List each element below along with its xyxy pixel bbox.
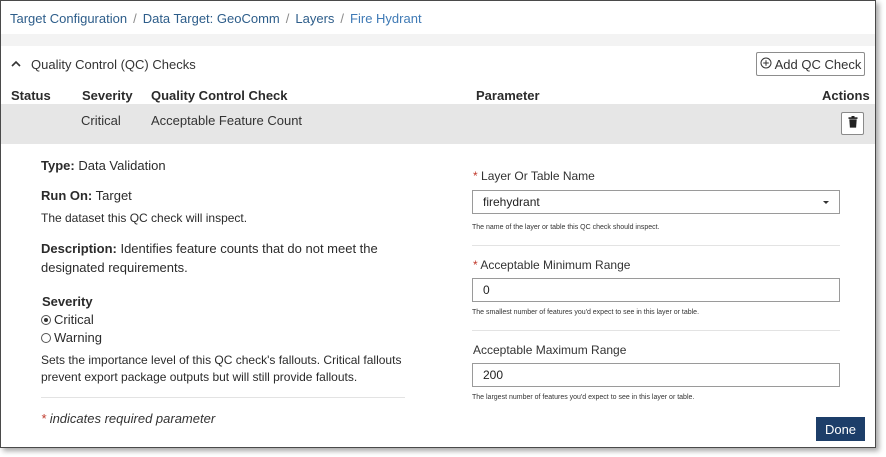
breadcrumb	[10, 10, 422, 26]
description	[41, 239, 411, 277]
run-on-label: Run On:	[41, 188, 93, 203]
table-row[interactable]	[1, 104, 875, 144]
trash-icon	[848, 115, 858, 133]
run-on-help: The dataset this QC check will inspect.	[41, 211, 248, 225]
breadcrumb-layers[interactable]: Layers	[295, 10, 335, 26]
severity-option-label: Warning	[54, 330, 102, 345]
divider	[472, 330, 840, 331]
breadcrumb-separator: /	[340, 10, 345, 26]
check-type	[41, 158, 166, 173]
severity-option-label: Critical	[54, 312, 94, 327]
layer-name-select[interactable]	[472, 190, 840, 214]
breadcrumb-separator: /	[285, 10, 290, 26]
caret-down-icon	[823, 201, 829, 204]
column-header-check: Quality Control Check	[151, 88, 288, 103]
breadcrumb-target-configuration[interactable]: Target Configuration	[10, 10, 128, 26]
min-range-input[interactable]	[472, 278, 840, 302]
required-star: *	[41, 411, 47, 426]
required-note-text: indicates required parameter	[49, 411, 216, 426]
row-check-name: Acceptable Feature Count	[151, 113, 303, 128]
breadcrumb-data-target[interactable]: Data Target: GeoComm	[142, 10, 280, 26]
column-header-actions: Actions	[822, 88, 870, 103]
max-range-input[interactable]	[472, 363, 840, 387]
chevron-up-icon[interactable]	[10, 57, 22, 71]
header-divider-band	[1, 34, 875, 46]
required-star: *	[473, 169, 478, 183]
layer-name-help: The name of the layer or table this QC check should inspect.	[472, 224, 660, 231]
section-title: Quality Control (QC) Checks	[31, 57, 196, 72]
min-range-help: The smallest number of features you'd expect to see in this layer or table.	[472, 309, 700, 316]
max-range-label: Acceptable Maximum Range	[473, 343, 627, 357]
layer-name-label	[473, 169, 595, 183]
min-range-label	[473, 258, 630, 272]
severity-option-critical[interactable]	[41, 312, 94, 327]
severity-option-warning[interactable]	[41, 330, 102, 345]
layer-name-value: firehydrant	[483, 195, 540, 209]
breadcrumb-separator: /	[133, 10, 137, 26]
type-label: Type:	[41, 158, 75, 173]
radio-button-selected[interactable]	[41, 315, 51, 325]
column-header-severity: Severity	[82, 88, 133, 103]
add-qc-check-button[interactable]	[756, 52, 865, 76]
type-value: Data Validation	[78, 158, 166, 173]
delete-button[interactable]	[841, 112, 864, 135]
layer-name-label-text: Layer Or Table Name	[481, 169, 595, 183]
required-star: *	[473, 258, 478, 272]
max-range-help: The largest number of features you'd expect to see in this layer or table.	[472, 394, 695, 401]
max-range-value: 200	[483, 368, 504, 382]
description-value: Identifies feature counts that do not meet the designated requirements.	[41, 241, 378, 275]
plus-circle-icon	[760, 57, 772, 72]
required-parameter-note	[41, 411, 215, 426]
divider	[41, 397, 405, 398]
description-label: Description:	[41, 241, 117, 256]
min-range-label-text: Acceptable Minimum Range	[480, 258, 631, 272]
row-severity: Critical	[81, 113, 121, 128]
severity-help: Sets the importance level of this QC check's fallouts. Critical fallouts prevent export package outputs but will still provide fallouts.	[41, 353, 402, 384]
run-on-value: Target	[95, 188, 132, 203]
column-header-parameter: Parameter	[476, 88, 540, 103]
divider	[472, 245, 840, 246]
radio-button[interactable]	[41, 333, 51, 343]
done-button[interactable]: Done	[816, 417, 865, 441]
add-qc-check-label: Add QC Check	[774, 56, 862, 72]
run-on	[41, 188, 132, 203]
breadcrumb-fire-hydrant: Fire Hydrant	[350, 10, 422, 26]
severity-label: Severity	[42, 294, 93, 309]
min-range-value: 0	[483, 283, 490, 297]
column-header-status: Status	[11, 88, 51, 103]
